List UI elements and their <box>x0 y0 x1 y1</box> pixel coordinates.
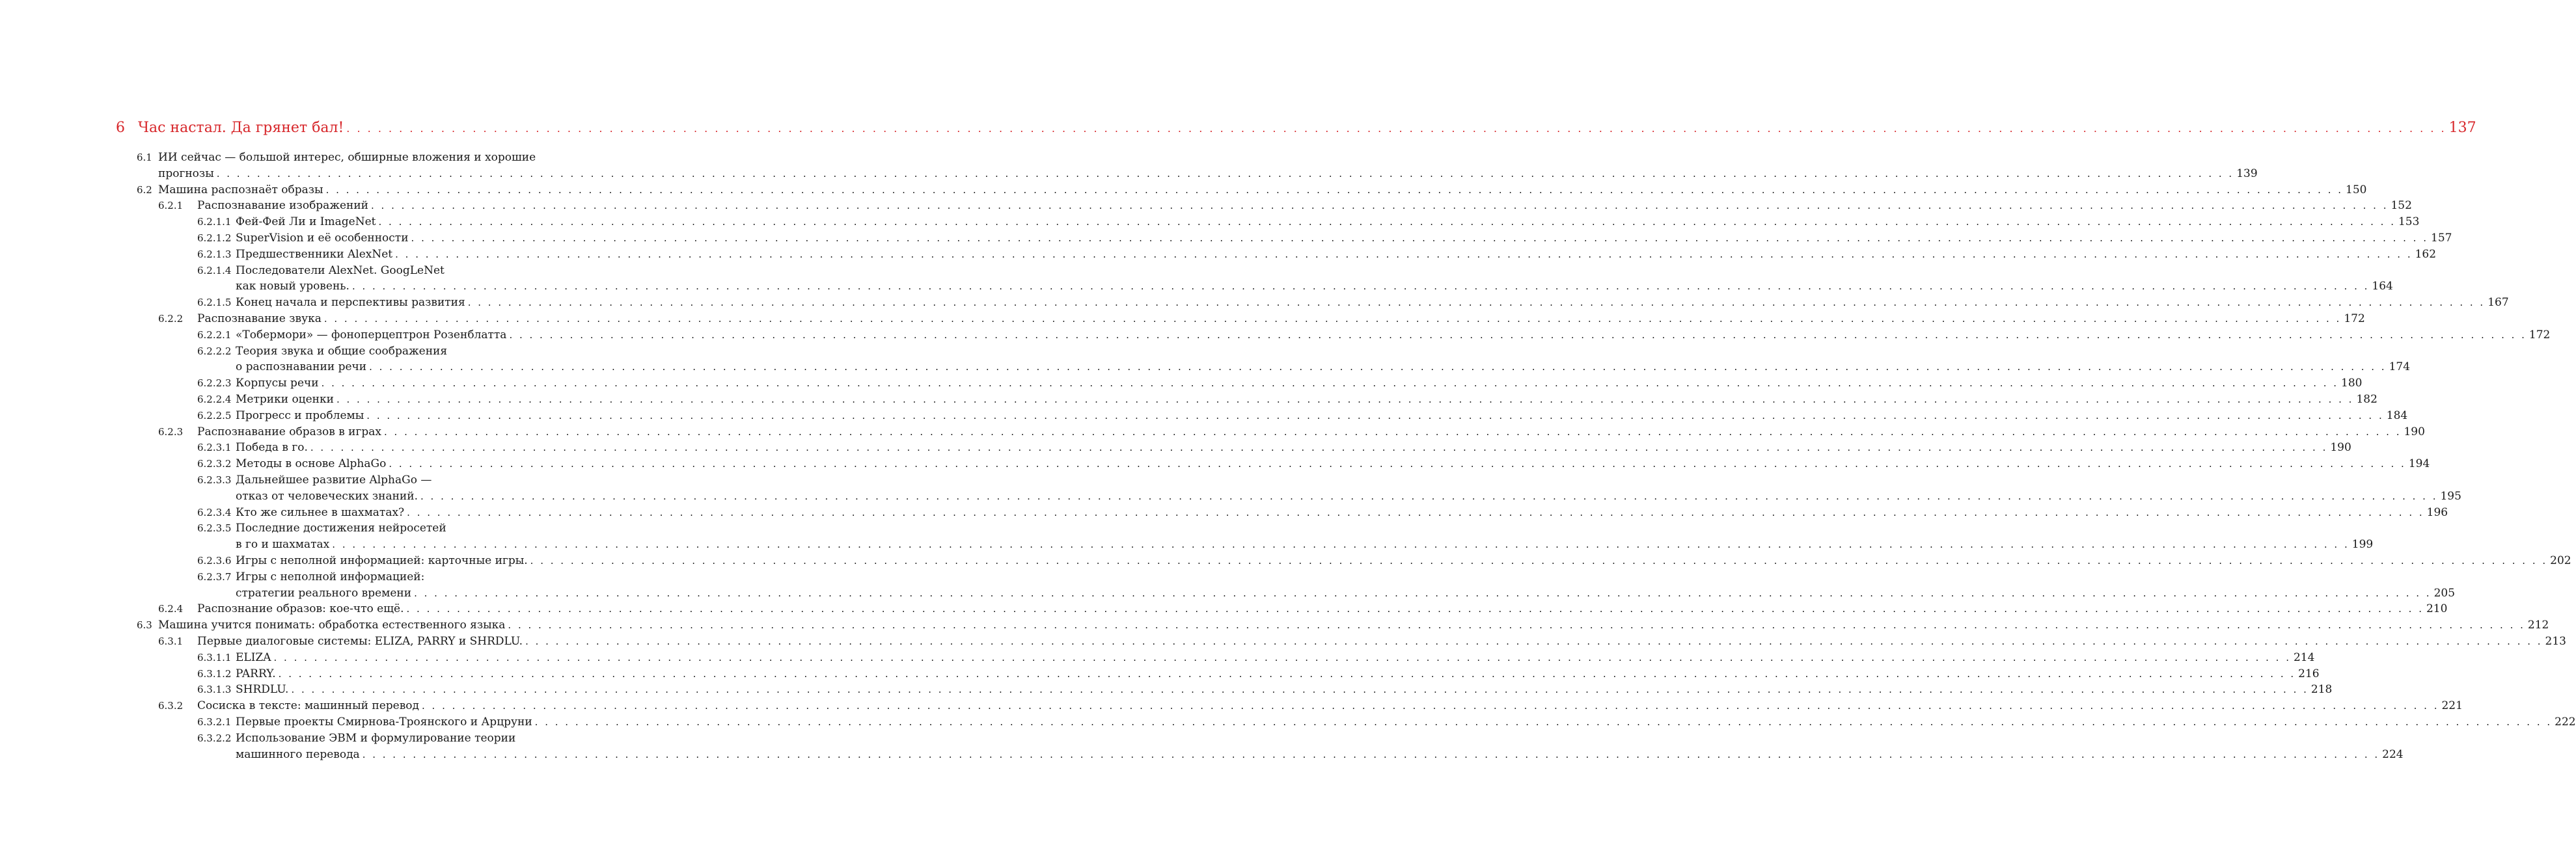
toc-entry-line[interactable] <box>197 360 2411 375</box>
toc-entry-line[interactable] <box>197 328 2551 343</box>
toc-entry-number: 6.3.1.1 <box>197 651 232 663</box>
leader-dots: . . . . . . . . . . . . . . . . . . . . . . . . . . . . . . . . . . . . . . . . . . . . . . . . . . . . . . . . . . . . . . . . . . . . . . . . . . . . . . . . . . . . . . . . . . . . . . . . . . . . . . . . . . . . . . . . . . . . . . . . . . . . . . . . . . . . . . . . . . . . . . . . . . . . . . . . . . . . . . . . . . . . . . . . . . . . . . . . . . . . . . . . . . . . . . . . . . . . . . . . <box>422 700 2439 712</box>
toc-entry-page: 216 <box>2298 667 2320 680</box>
toc-entry-line[interactable] <box>197 279 2393 295</box>
toc-entry-number: 6.2.3.4 <box>197 506 232 518</box>
toc-entry-line[interactable] <box>197 731 579 747</box>
toc-entry-title: Распознавание изображений <box>197 199 369 213</box>
leader-dots: . . . . . . . . . . . . . . . . . . . . . . . . . . . . . . . . . . . . . . . . . . . . . . . . . . . . . . . . . . . . . . . . . . . . . . . . . . . . . . . . . . . . . . . . . . . . . . . . . . . . . . . . . . . . . . . . . . . . . . . . . . . . . . . . . . . . . . . . . . . . . . . . . . . . . . . . . . . . . . . . . . . . . . . . . . . . . . . . . . . . . . . . . . . . . . . . . . . . . . . . <box>407 506 2424 518</box>
toc-entry-title: Использование ЭВМ и формулирование теории <box>236 731 516 745</box>
toc-entry-title: Предшественники AlexNet <box>236 247 393 261</box>
toc-entry-line[interactable] <box>137 183 2367 198</box>
toc-entry-line[interactable] <box>197 376 2363 392</box>
leader-dots: . . . . . . . . . . . . . . . . . . . . . . . . . . . . . . . . . . . . . . . . . . . . . . . . . . . . . . . . . . . . . . . . . . . . . . . . . . . . . . . . . . . . . . . . . . . . . . . . . . . . . . . . . . . . . . . . . . . . . . . . . . . . . . . . . . . . . . . . . . . . . . . . . . . . . . . . . . . . . . . . . . . . . . . . . . . . . . . . . . . . . . . . . . . . . . . . . . . . . . . . <box>534 716 2553 728</box>
toc-entry-title: Теория звука и общие соображения <box>236 344 448 358</box>
toc-entry-line[interactable] <box>197 263 579 279</box>
toc-entry-title: ELIZA <box>236 650 271 664</box>
toc-entry-title: о распознавании речи <box>236 360 367 374</box>
toc-entry-number: 6.2.3.7 <box>197 570 232 583</box>
toc-entry-line[interactable] <box>197 392 2377 408</box>
toc-entry-line[interactable] <box>197 586 2456 602</box>
toc-entry-number: 6.2.3.3 <box>197 474 232 486</box>
toc-entry-line[interactable] <box>197 408 2408 424</box>
toc-entry-number: 6.2.1 <box>158 200 184 212</box>
leader-dots: . . . . . . . . . . . . . . . . . . . . . . . . . . . . . . . . . . . . . . . . . . . . . . . . . . . . . . . . . . . . . . . . . . . . . . . . . . . . . . . . . . . . . . . . . . . . . . . . . . . . . . . . . . . . . . . . . . . . . . . . . . . . . . . . . . . . . . . . . . . . . . . . . . . . . . . . . . . . . . . . . . . . . . . . . . . . . . . . . . . . . . . . . . . . . . . . . . . . . . . . <box>325 183 2344 196</box>
toc-entry-number: 6.3.1.3 <box>197 684 232 696</box>
leader-dots: . . . . . . . . . . . . . . . . . . . . . . . . . . . . . . . . . . . . . . . . . . . . . . . . . . . . . . . . . . . . . . . . . . . . . . . . . . . . . . . . . . . . . . . . . . . . . . . . . . . . . . . . . . . . . . . . . . . . . . . . . . . . . . . . . . . . . . . . . . . . . . . . . . . . . . . . . . . . . . . . . . . . . . . . . . . . . . . . . . . . . . . . . . . . . . . . . . . . . . . . <box>351 280 2370 293</box>
toc-entry-page: 218 <box>2310 683 2333 697</box>
toc-entry-title: Кто же сильнее в шахматах? <box>236 505 405 519</box>
toc-entry-page: 190 <box>2330 441 2351 455</box>
toc-entry-page: 164 <box>2372 280 2393 293</box>
leader-dots: . . . . . . . . . . . . . . . . . . . . . . . . . . . . . . . . . . . . . . . . . . . . . . . . . . . . . . . . . . . . . . . . . . . . . . . . . . . . . . . . . . . . . . . . . . . . . . . . . . . . . . . . . . . . . . . . . . . . . . . . . . . . . . . . . . . . . . . . . . . . . . . . . . . . . . . . . . . . . . . . . . . . . . . . . . . . . . . . . . . . . . . . . . . . . . . . . . . . . . . . <box>414 587 2432 599</box>
leader-dots: . . . . . . . . . . . . . . . . . . . . . . . . . . . . . . . . . . . . . . . . . . . . . . . . . . . . . . . . . . . . . . . . . . . . . . . . . . . . . . . . . . . . . . . . . . . . . . . . . . . . . . . . . . . . . . . . . . . . . . . . . . . . . . . . . . . . . . . . . . . . . . . . . . . . . . . . . . . . . . . . . . . . . . . . . . . . . . . . . . . . . . . . . . . . . . . . . . . . . . . . <box>321 377 2339 390</box>
toc-entry-page: 210 <box>2426 602 2448 616</box>
leader-dots: . . . . . . . . . . . . . . . . . . . . . . . . . . . . . . . . . . . . . . . . . . . . . . . . . . . . . . . . . . . . . . . . . . . . . . . . . . . . . . . . . . . . . . . . . . . . . . . . . . . . . . . . . . . . . . . . . . . . . . . . . . . . . . . . . . . . . . . . . . . . . . . . . . . . . . . . . . . . . . . . . . . . . . . . . . . . . . . . . . . . . . . . . . . . . . . . . . . . . . . . <box>310 442 2328 454</box>
chapter-title: Час настал. Да грянет бал! <box>138 120 344 136</box>
toc-entry-page: 150 <box>2346 183 2367 196</box>
toc-entry-line[interactable] <box>158 425 2425 440</box>
leader-dots: . . . . . . . . . . . . . . . . . . . . . . . . . . . . . . . . . . . . . . . . . . . . . . . . . . . . . . . . . . . . . . . . . . . . . . . . . . . . . . . . . . . . . . . . . . . . . . . . . . . . . . . . . . . . . . . . . . . . . . . . . . . . . . . . . . . . . . . . . . . . . . . . . . . . . . . . . . . . . . . . . . . . . . . . . . . . . . . . . . . . . . . . . . . . . . . . . . . . . . . . <box>395 248 2413 260</box>
toc-entry-number: 6.1 <box>137 152 152 163</box>
leader-dots: . . . . . . . . . . . . . . . . . . . . . . . . . . . . . . . . . . . . . . . . . . . . . . . . . . . . . . . . . . . . . . . . . . . . . . . . . . . . . . . . . . . . . . . . . . . . . . . . . . . . . . . . . . . . . . . . . . . . . . . . . . . . . . . . . . . . . . . . . . . . . . . . . . . . . . . . . . . . . . . . . . . . . . . . . . . . . . . . . . . . . . . . . . . . . . . . . . . . . . . . <box>323 313 2342 325</box>
toc-entry-number: 6.3.2 <box>158 700 184 712</box>
toc-entry-title: SuperVision и её особенности <box>236 232 409 245</box>
toc-entry-title: прогнозы <box>158 167 214 180</box>
toc-entry-line[interactable] <box>137 167 2258 182</box>
leader-dots: . . . . . . . . . . . . . . . . . . . . . . . . . . . . . . . . . . . . . . . . . . . . . . . . . . . . . . . . . . . . . . . . . . . . . . . . . . . . . . . . . . . . . . . . . . . . . . . . . . . . . . . . . . . . . . . . . . . . . . . . . . . . . . . . . . . . . . . . . . . . . . . . . . . . . . . . . . . . . . . . . . . . . . . . . . . . . . . . . . . . . . . . . . . . . . . . . . . . . . . . <box>346 122 2446 135</box>
leader-dots: . . . . . . . . . . . . . . . . . . . . . . . . . . . . . . . . . . . . . . . . . . . . . . . . . . . . . . . . . . . . . . . . . . . . . . . . . . . . . . . . . . . . . . . . . . . . . . . . . . . . . . . . . . . . . . . . . . . . . . . . . . . . . . . . . . . . . . . . . . . . . . . . . . . . . . . . . . . . . . . . . . . . . . . . . . . . . . . . . . . . . . . . . . . . . . . . . . . . . . . . <box>389 458 2406 470</box>
toc-entry-line[interactable] <box>197 537 2374 553</box>
toc-entry-line[interactable] <box>197 231 2452 247</box>
leader-dots: . . . . . . . . . . . . . . . . . . . . . . . . . . . . . . . . . . . . . . . . . . . . . . . . . . . . . . . . . . . . . . . . . . . . . . . . . . . . . . . . . . . . . . . . . . . . . . . . . . . . . . . . . . . . . . . . . . . . . . . . . . . . . . . . . . . . . . . . . . . . . . . . . . . . . . . . . . . . . . . . . . . . . . . . . . . . . . . . . . . . . . . . . . . . . . . . . . . . . . . . <box>508 619 2525 632</box>
toc-entry-number: 6.2.1.4 <box>197 264 232 276</box>
toc-entry-line[interactable] <box>197 440 2351 456</box>
toc-entry-page: 190 <box>2404 425 2425 438</box>
toc-entry-line[interactable] <box>197 521 579 537</box>
toc-entry-number: 6.2.2.2 <box>197 345 232 357</box>
toc-entry-number: 6.2.1.5 <box>197 297 232 309</box>
toc-entry-line[interactable] <box>158 312 2365 327</box>
toc-entry-page: 221 <box>2441 699 2463 713</box>
leader-dots: . . . . . . . . . . . . . . . . . . . . . . . . . . . . . . . . . . . . . . . . . . . . . . . . . . . . . . . . . . . . . . . . . . . . . . . . . . . . . . . . . . . . . . . . . . . . . . . . . . . . . . . . . . . . . . . . . . . . . . . . . . . . . . . . . . . . . . . . . . . . . . . . . . . . . . . . . . . . . . . . . . . . . . . . . . . . . . . . . . . . . . . . . . . . . . . . . . . . . . . . <box>371 200 2389 212</box>
toc-entry-title: Машина учится понимать: обработка естественного языка <box>158 619 506 632</box>
toc-entry-line[interactable] <box>197 344 579 360</box>
toc-entry-line[interactable] <box>197 554 2571 569</box>
leader-dots: . . . . . . . . . . . . . . . . . . . . . . . . . . . . . . . . . . . . . . . . . . . . . . . . . . . . . . . . . . . . . . . . . . . . . . . . . . . . . . . . . . . . . . . . . . . . . . . . . . . . . . . . . . . . . . . . . . . . . . . . . . . . . . . . . . . . . . . . . . . . . . . . . . . . . . . . . . . . . . . . . . . . . . . . . . . . . . . . . . . . . . . . . . . . . . . . . . . . . . . . <box>530 555 2548 567</box>
toc-entry-line[interactable] <box>197 295 2509 311</box>
leader-dots: . . . . . . . . . . . . . . . . . . . . . . . . . . . . . . . . . . . . . . . . . . . . . . . . . . . . . . . . . . . . . . . . . . . . . . . . . . . . . . . . . . . . . . . . . . . . . . . . . . . . . . . . . . . . . . . . . . . . . . . . . . . . . . . . . . . . . . . . . . . . . . . . . . . . . . . . . . . . . . . . . . . . . . . . . . . . . . . . . . . . . . . . . . . . . . . . . . . . . . . . <box>509 328 2527 341</box>
leader-dots: . . . . . . . . . . . . . . . . . . . . . . . . . . . . . . . . . . . . . . . . . . . . . . . . . . . . . . . . . . . . . . . . . . . . . . . . . . . . . . . . . . . . . . . . . . . . . . . . . . . . . . . . . . . . . . . . . . . . . . . . . . . . . . . . . . . . . . . . . . . . . . . . . . . . . . . . . . . . . . . . . . . . . . . . . . . . . . . . . . . . . . . . . . . . . . . . . . . . . . . . <box>278 667 2296 680</box>
toc-entry-number: 6.2.1.2 <box>197 232 232 244</box>
toc-entry-title: Распознавание звука <box>197 312 322 325</box>
leader-dots: . . . . . . . . . . . . . . . . . . . . . . . . . . . . . . . . . . . . . . . . . . . . . . . . . . . . . . . . . . . . . . . . . . . . . . . . . . . . . . . . . . . . . . . . . . . . . . . . . . . . . . . . . . . . . . . . . . . . . . . . . . . . . . . . . . . . . . . . . . . . . . . . . . . . . . . . . . . . . . . . . . . . . . . . . . . . . . . . . . . . . . . . . . . . . . . . . . . . . . . . <box>362 748 2380 760</box>
toc-entry-page: 205 <box>2433 586 2456 600</box>
leader-dots: . . . . . . . . . . . . . . . . . . . . . . . . . . . . . . . . . . . . . . . . . . . . . . . . . . . . . . . . . . . . . . . . . . . . . . . . . . . . . . . . . . . . . . . . . . . . . . . . . . . . . . . . . . . . . . . . . . . . . . . . . . . . . . . . . . . . . . . . . . . . . . . . . . . . . . . . . . . . . . . . . . . . . . . . . . . . . . . . . . . . . . . . . . . . . . . . . . . . . . . . <box>420 490 2438 502</box>
toc-entry-title: Конец начала и перспективы развития <box>236 296 465 310</box>
toc-entry-line[interactable] <box>158 198 2412 214</box>
chapter-number: 6 <box>116 120 125 136</box>
toc-entry-page: 224 <box>2382 747 2404 761</box>
toc-entry-title: SHRDLU. <box>236 683 289 697</box>
toc-entry-title: Первые диалоговые системы: ELIZA, PARRY и SHRDLU. <box>197 635 523 648</box>
toc-entry-line[interactable] <box>197 570 579 585</box>
toc-entry-title: как новый уровень. <box>236 280 349 293</box>
toc-entry-title: машинного перевода <box>236 747 360 761</box>
toc-entry-title: Фей-Фей Ли и ImageNet <box>236 215 376 229</box>
toc-entry-title: Последние достижения нейросетей <box>236 522 446 535</box>
leader-dots: . . . . . . . . . . . . . . . . . . . . . . . . . . . . . . . . . . . . . . . . . . . . . . . . . . . . . . . . . . . . . . . . . . . . . . . . . . . . . . . . . . . . . . . . . . . . . . . . . . . . . . . . . . . . . . . . . . . . . . . . . . . . . . . . . . . . . . . . . . . . . . . . . . . . . . . . . . . . . . . . . . . . . . . . . . . . . . . . . . . . . . . . . . . . . . . . . . . . . . . . <box>467 297 2486 309</box>
leader-dots: . . . . . . . . . . . . . . . . . . . . . . . . . . . . . . . . . . . . . . . . . . . . . . . . . . . . . . . . . . . . . . . . . . . . . . . . . . . . . . . . . . . . . . . . . . . . . . . . . . . . . . . . . . . . . . . . . . . . . . . . . . . . . . . . . . . . . . . . . . . . . . . . . . . . . . . . . . . . . . . . . . . . . . . . . . . . . . . . . . . . . . . . . . . . . . . . . . . . . . . . <box>369 361 2387 373</box>
toc-entry-page: 157 <box>2431 232 2452 245</box>
toc-entry-title: Первые проекты Смирнова-Троянского и Арцруни <box>236 716 532 729</box>
toc-entry-number: 6.2.1.3 <box>197 248 232 260</box>
toc-entry-page: 184 <box>2386 408 2408 422</box>
chapter-page: 137 <box>2448 120 2476 136</box>
leader-dots: . . . . . . . . . . . . . . . . . . . . . . . . . . . . . . . . . . . . . . . . . . . . . . . . . . . . . . . . . . . . . . . . . . . . . . . . . . . . . . . . . . . . . . . . . . . . . . . . . . . . . . . . . . . . . . . . . . . . . . . . . . . . . . . . . . . . . . . . . . . . . . . . . . . . . . . . . . . . . . . . . . . . . . . . . . . . . . . . . . . . . . . . . . . . . . . . . . . . . . . . <box>406 603 2424 615</box>
toc-entry-title: отказ от человеческих знаний. <box>236 489 418 503</box>
toc-entry-number: 6.3 <box>137 619 152 632</box>
toc-entry-page: 214 <box>2293 650 2315 664</box>
toc-entry-page: 153 <box>2398 215 2420 229</box>
toc-entry-line[interactable] <box>197 747 2404 763</box>
toc-entry-line[interactable] <box>158 699 2463 714</box>
toc-entry-number: 6.3.2.2 <box>197 732 232 744</box>
leader-dots: . . . . . . . . . . . . . . . . . . . . . . . . . . . . . . . . . . . . . . . . . . . . . . . . . . . . . . . . . . . . . . . . . . . . . . . . . . . . . . . . . . . . . . . . . . . . . . . . . . . . . . . . . . . . . . . . . . . . . . . . . . . . . . . . . . . . . . . . . . . . . . . . . . . . . . . . . . . . . . . . . . . . . . . . . . . . . . . . . . . . . . . . . . . . . . . . . . . . . . . . <box>384 425 2402 438</box>
toc-entry-number: 6.2.2 <box>158 313 184 325</box>
leader-dots: . . . . . . . . . . . . . . . . . . . . . . . . . . . . . . . . . . . . . . . . . . . . . . . . . . . . . . . . . . . . . . . . . . . . . . . . . . . . . . . . . . . . . . . . . . . . . . . . . . . . . . . . . . . . . . . . . . . . . . . . . . . . . . . . . . . . . . . . . . . . . . . . . . . . . . . . . . . . . . . . . . . . . . . . . . . . . . . . . . . . . . . . . . . . . . . . . . . . . . . . <box>291 684 2309 696</box>
toc-entry-line[interactable] <box>137 150 579 166</box>
leader-dots: . . . . . . . . . . . . . . . . . . . . . . . . . . . . . . . . . . . . . . . . . . . . . . . . . . . . . . . . . . . . . . . . . . . . . . . . . . . . . . . . . . . . . . . . . . . . . . . . . . . . . . . . . . . . . . . . . . . . . . . . . . . . . . . . . . . . . . . . . . . . . . . . . . . . . . . . . . . . . . . . . . . . . . . . . . . . . . . . . . . . . . . . . . . . . . . . . . . . . . . . <box>411 232 2428 244</box>
toc-entry-line[interactable] <box>197 682 2333 698</box>
toc-entry-page: 152 <box>2391 199 2412 213</box>
leader-dots: . . . . . . . . . . . . . . . . . . . . . . . . . . . . . . . . . . . . . . . . . . . . . . . . . . . . . . . . . . . . . . . . . . . . . . . . . . . . . . . . . . . . . . . . . . . . . . . . . . . . . . . . . . . . . . . . . . . . . . . . . . . . . . . . . . . . . . . . . . . . . . . . . . . . . . . . . . . . . . . . . . . . . . . . . . . . . . . . . . . . . . . . . . . . . . . . . . . . . . . . <box>273 651 2291 663</box>
toc-entry-number: 6.2.1.1 <box>197 216 232 228</box>
toc-entry-title: Прогресс и проблемы <box>236 408 364 422</box>
toc-entry-page: 172 <box>2528 328 2551 341</box>
toc-entry-number: 6.2.2.5 <box>197 409 232 421</box>
leader-dots: . . . . . . . . . . . . . . . . . . . . . . . . . . . . . . . . . . . . . . . . . . . . . . . . . . . . . . . . . . . . . . . . . . . . . . . . . . . . . . . . . . . . . . . . . . . . . . . . . . . . . . . . . . . . . . . . . . . . . . . . . . . . . . . . . . . . . . . . . . . . . . . . . . . . . . . . . . . . . . . . . . . . . . . . . . . . . . . . . . . . . . . . . . . . . . . . . . . . . . . . <box>525 636 2543 647</box>
toc-entry-line[interactable] <box>197 650 2315 666</box>
toc-entry-line[interactable] <box>197 505 2448 521</box>
toc-entry-line[interactable] <box>197 489 2461 505</box>
toc-entry-title: в го и шахматах <box>236 538 330 552</box>
toc-entry-line[interactable] <box>158 634 2566 650</box>
toc-entry-line[interactable] <box>158 602 2448 617</box>
toc-entry-page: 199 <box>2351 538 2374 552</box>
toc-entry-page: 202 <box>2550 554 2571 567</box>
toc-entry-page: 213 <box>2545 635 2566 648</box>
toc-entry-page: 162 <box>2415 247 2437 261</box>
toc-entry-title: PARRY. <box>236 667 276 680</box>
toc-entry-title: Игры с неполной информацией: карточные игры. <box>236 554 528 567</box>
toc-entry-page: 222 <box>2555 716 2576 729</box>
toc-entry-title: Распознавание образов в играх <box>197 425 382 438</box>
toc-entry-number: 6.3.2.1 <box>197 716 232 728</box>
toc-entry-title: Игры с неполной информацией: <box>236 570 425 583</box>
toc-entry-number: 6.2.4 <box>158 603 184 615</box>
toc-entry-page: 180 <box>2341 377 2363 390</box>
toc-entry-page: 195 <box>2440 489 2461 503</box>
toc-entry-page: 182 <box>2356 393 2377 406</box>
toc-entry-title: Метрики оценки <box>236 393 334 406</box>
toc-entry-title: Сосиска в тексте: машинный перевод <box>197 699 419 713</box>
toc-entry-title: ИИ сейчас — большой интерес, обширные вложения и хорошие <box>158 151 536 164</box>
toc-entry-number: 6.2.3 <box>158 425 184 438</box>
toc-entry-page: 172 <box>2344 312 2365 325</box>
toc-entry-number: 6.2.3.1 <box>197 442 232 454</box>
toc-entry-title: «Тобермори» — фоноперцептрон Розенблатта <box>236 328 507 341</box>
toc-entry-page: 139 <box>2236 167 2258 180</box>
toc-entry-line[interactable] <box>197 215 2420 230</box>
toc-entry-page: 212 <box>2527 619 2549 632</box>
toc-entry-line[interactable] <box>197 457 2430 472</box>
toc-entry-number: 6.2.2.4 <box>197 394 232 405</box>
toc-entry-number: 6.2.2.1 <box>197 328 232 341</box>
toc-entry-title: Последователи AlexNet. GoogLeNet <box>236 263 445 277</box>
toc-entry-title: стратегии реального времени <box>236 586 412 600</box>
toc-entry-page: 167 <box>2487 296 2509 310</box>
toc-entry-number: 6.2.3.2 <box>197 458 232 470</box>
toc-entry-page: 196 <box>2426 505 2448 519</box>
leader-dots: . . . . . . . . . . . . . . . . . . . . . . . . . . . . . . . . . . . . . . . . . . . . . . . . . . . . . . . . . . . . . . . . . . . . . . . . . . . . . . . . . . . . . . . . . . . . . . . . . . . . . . . . . . . . . . . . . . . . . . . . . . . . . . . . . . . . . . . . . . . . . . . . . . . . . . . . . . . . . . . . . . . . . . . . . . . . . . . . . . . . . . . . . . . . . . . . . . . . . . . . <box>378 216 2396 228</box>
toc-entry-line[interactable] <box>137 618 2549 634</box>
toc-entry-number: 6.2.3.6 <box>197 555 232 567</box>
toc-entry-title: Распознание образов: кое-что ещё. <box>197 602 404 616</box>
toc-entry-line[interactable] <box>197 473 579 488</box>
leader-dots: . . . . . . . . . . . . . . . . . . . . . . . . . . . . . . . . . . . . . . . . . . . . . . . . . . . . . . . . . . . . . . . . . . . . . . . . . . . . . . . . . . . . . . . . . . . . . . . . . . . . . . . . . . . . . . . . . . . . . . . . . . . . . . . . . . . . . . . . . . . . . . . . . . . . . . . . . . . . . . . . . . . . . . . . . . . . . . . . . . . . . . . . . . . . . . . . . . . . . . . . <box>216 167 2234 180</box>
toc-entry-number: 6.3.1.2 <box>197 667 232 680</box>
toc-entry-page: 174 <box>2389 360 2411 374</box>
toc-entry-title: Дальнейшее развитие AlphaGo — <box>236 474 432 487</box>
chapter-heading[interactable] <box>116 119 2476 139</box>
toc-entry-number: 6.2 <box>137 183 152 196</box>
toc-entry-line[interactable] <box>197 667 2320 682</box>
toc-entry-line[interactable] <box>197 247 2437 263</box>
toc-entry-line[interactable] <box>197 715 2576 730</box>
toc-entry-number: 6.2.2.3 <box>197 377 232 390</box>
toc-entry-number: 6.3.1 <box>158 636 184 647</box>
toc-entry-title: Победа в го. <box>236 441 308 455</box>
leader-dots: . . . . . . . . . . . . . . . . . . . . . . . . . . . . . . . . . . . . . . . . . . . . . . . . . . . . . . . . . . . . . . . . . . . . . . . . . . . . . . . . . . . . . . . . . . . . . . . . . . . . . . . . . . . . . . . . . . . . . . . . . . . . . . . . . . . . . . . . . . . . . . . . . . . . . . . . . . . . . . . . . . . . . . . . . . . . . . . . . . . . . . . . . . . . . . . . . . . . . . . . <box>336 394 2354 405</box>
leader-dots: . . . . . . . . . . . . . . . . . . . . . . . . . . . . . . . . . . . . . . . . . . . . . . . . . . . . . . . . . . . . . . . . . . . . . . . . . . . . . . . . . . . . . . . . . . . . . . . . . . . . . . . . . . . . . . . . . . . . . . . . . . . . . . . . . . . . . . . . . . . . . . . . . . . . . . . . . . . . . . . . . . . . . . . . . . . . . . . . . . . . . . . . . . . . . . . . . . . . . . . . <box>366 409 2384 421</box>
toc-entry-title: Машина распознаёт образы <box>158 183 323 196</box>
toc-entry-title: Корпусы речи <box>236 377 319 390</box>
toc-entry-number: 6.2.3.5 <box>197 522 232 535</box>
leader-dots: . . . . . . . . . . . . . . . . . . . . . . . . . . . . . . . . . . . . . . . . . . . . . . . . . . . . . . . . . . . . . . . . . . . . . . . . . . . . . . . . . . . . . . . . . . . . . . . . . . . . . . . . . . . . . . . . . . . . . . . . . . . . . . . . . . . . . . . . . . . . . . . . . . . . . . . . . . . . . . . . . . . . . . . . . . . . . . . . . . . . . . . . . . . . . . . . . . . . . . . . <box>332 539 2350 551</box>
toc-entry-title: Методы в основе AlphaGo <box>236 457 387 471</box>
toc-entry-page: 194 <box>2408 457 2430 471</box>
